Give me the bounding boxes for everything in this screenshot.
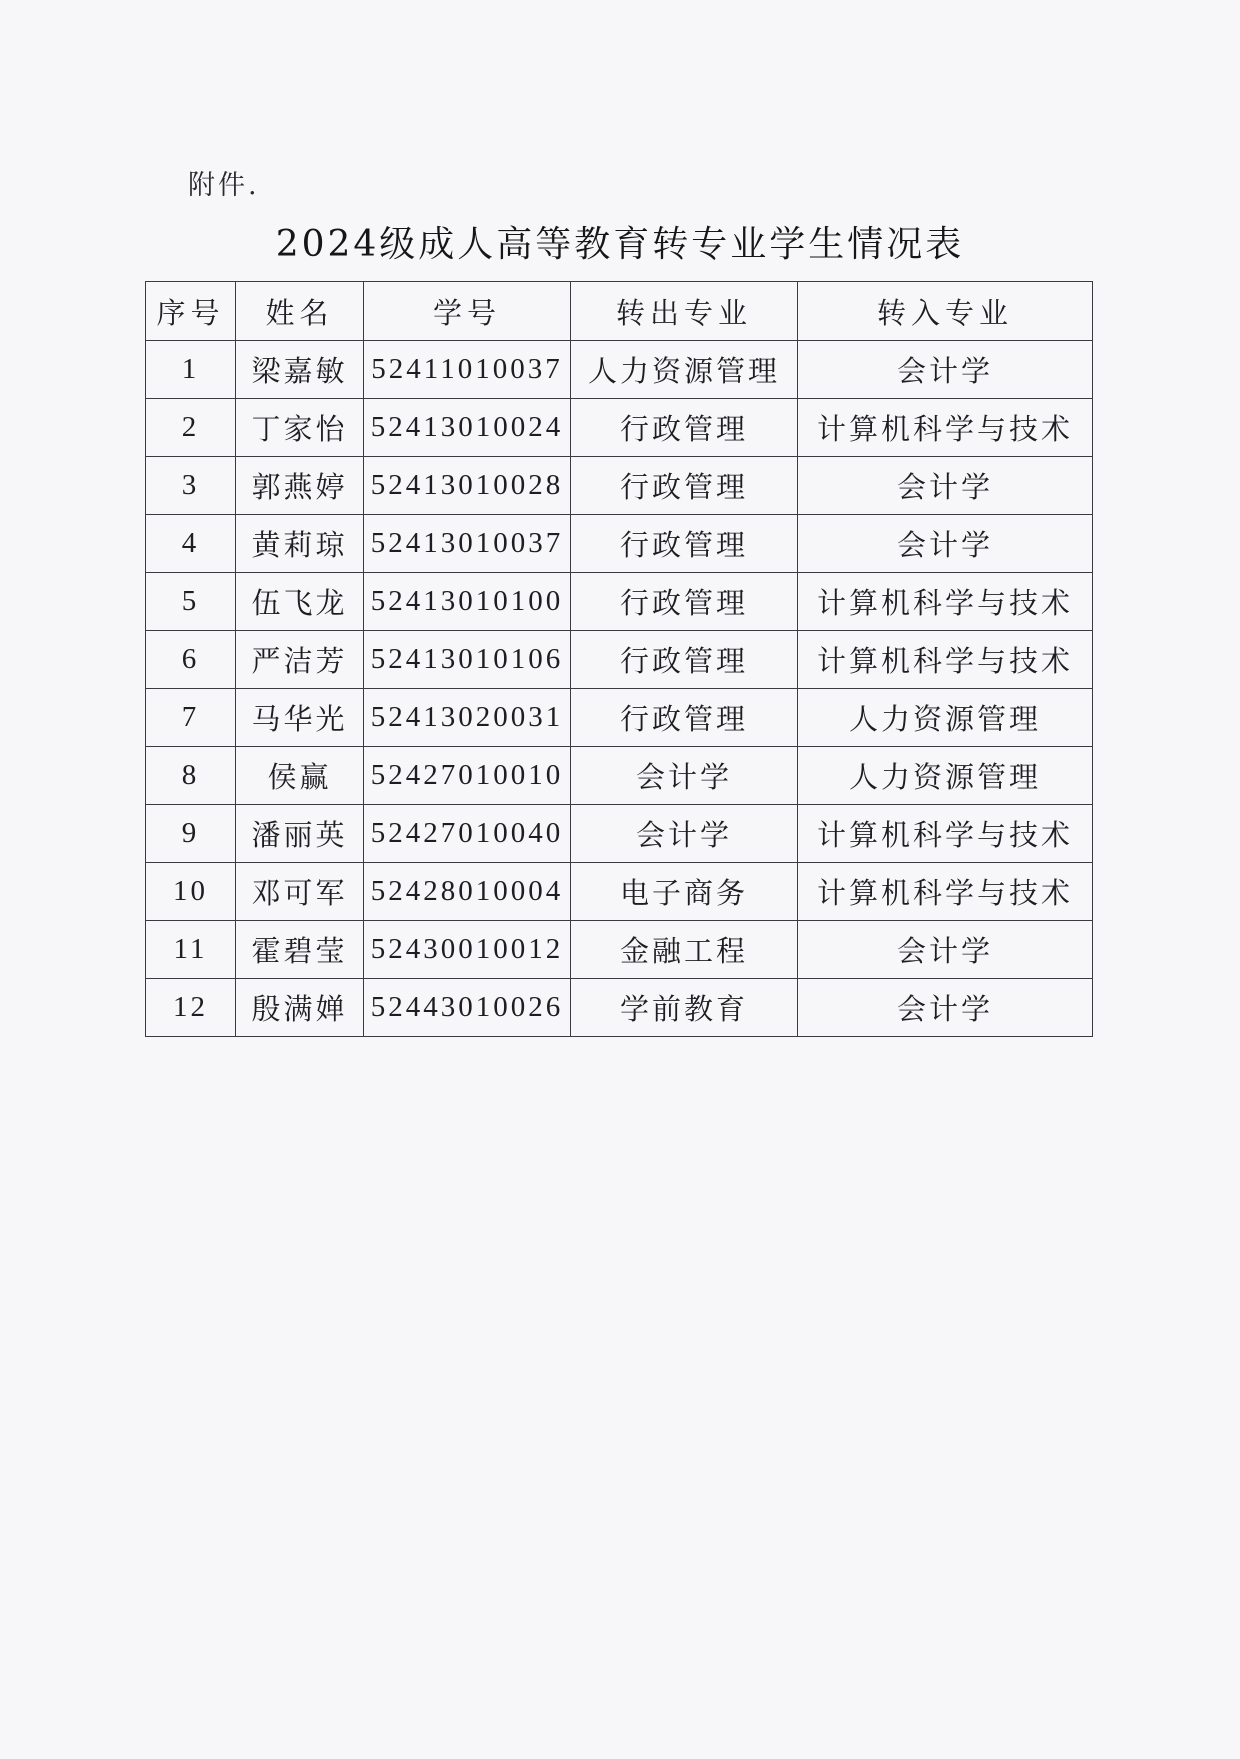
table-row <box>146 341 1093 399</box>
cell-student-id: 52413010028 <box>364 457 571 515</box>
cell-student-id: 52427010040 <box>364 805 571 863</box>
cell-major-from: 行政管理 <box>571 631 798 689</box>
attachment-label: 附件. <box>188 170 260 201</box>
header-serial-number: 序号 <box>146 282 236 341</box>
cell-major-from: 电子商务 <box>571 863 798 921</box>
cell-student-id: 52413010100 <box>364 573 571 631</box>
cell-name: 黄莉琼 <box>236 515 364 573</box>
cell-name: 马华光 <box>236 689 364 747</box>
cell-serial-number: 3 <box>146 457 236 515</box>
cell-name: 邓可军 <box>236 863 364 921</box>
header-student-id: 学号 <box>364 282 571 341</box>
cell-student-id: 52430010012 <box>364 921 571 979</box>
cell-serial-number: 12 <box>146 979 236 1037</box>
cell-serial-number: 10 <box>146 863 236 921</box>
student-transfer-table <box>145 281 1093 1037</box>
cell-major-to: 会计学 <box>798 515 1093 573</box>
cell-major-to: 计算机科学与技术 <box>798 863 1093 921</box>
cell-major-from: 行政管理 <box>571 399 798 457</box>
cell-major-from: 学前教育 <box>571 979 798 1037</box>
table-row <box>146 979 1093 1037</box>
cell-student-id: 52411010037 <box>364 341 571 399</box>
table-row <box>146 399 1093 457</box>
cell-major-to: 会计学 <box>798 979 1093 1037</box>
cell-major-to: 会计学 <box>798 921 1093 979</box>
cell-major-to: 会计学 <box>798 341 1093 399</box>
cell-name: 殷满婵 <box>236 979 364 1037</box>
table-row <box>146 689 1093 747</box>
cell-student-id: 52413010024 <box>364 399 571 457</box>
cell-serial-number: 11 <box>146 921 236 979</box>
cell-serial-number: 6 <box>146 631 236 689</box>
cell-major-from: 行政管理 <box>571 689 798 747</box>
cell-major-to: 人力资源管理 <box>798 689 1093 747</box>
cell-major-from: 会计学 <box>571 747 798 805</box>
cell-serial-number: 4 <box>146 515 236 573</box>
table-row <box>146 573 1093 631</box>
cell-major-to: 会计学 <box>798 457 1093 515</box>
cell-serial-number: 9 <box>146 805 236 863</box>
cell-name: 霍碧莹 <box>236 921 364 979</box>
cell-serial-number: 7 <box>146 689 236 747</box>
cell-major-to: 计算机科学与技术 <box>798 631 1093 689</box>
cell-student-id: 52413020031 <box>364 689 571 747</box>
cell-name: 丁家怡 <box>236 399 364 457</box>
cell-major-to: 计算机科学与技术 <box>798 805 1093 863</box>
cell-name: 梁嘉敏 <box>236 341 364 399</box>
cell-name: 郭燕婷 <box>236 457 364 515</box>
table-row <box>146 921 1093 979</box>
cell-name: 潘丽英 <box>236 805 364 863</box>
table-row <box>146 457 1093 515</box>
table-row <box>146 515 1093 573</box>
cell-major-from: 行政管理 <box>571 573 798 631</box>
cell-name: 严洁芳 <box>236 631 364 689</box>
table-row <box>146 805 1093 863</box>
cell-name: 伍飞龙 <box>236 573 364 631</box>
cell-major-from: 行政管理 <box>571 457 798 515</box>
header-major-to: 转入专业 <box>798 282 1093 341</box>
document-title <box>0 216 1240 267</box>
header-major-from: 转出专业 <box>571 282 798 341</box>
table-header <box>146 282 1093 341</box>
cell-major-from: 金融工程 <box>571 921 798 979</box>
cell-name: 侯赢 <box>236 747 364 805</box>
cell-major-to: 计算机科学与技术 <box>798 573 1093 631</box>
header-name: 姓名 <box>236 282 364 341</box>
cell-major-to: 计算机科学与技术 <box>798 399 1093 457</box>
cell-student-id: 52427010010 <box>364 747 571 805</box>
document-title-text: 2024级成人高等教育转专业学生情况表 <box>275 224 965 265</box>
table-row <box>146 631 1093 689</box>
cell-serial-number: 5 <box>146 573 236 631</box>
cell-serial-number: 1 <box>146 341 236 399</box>
table-body <box>146 341 1093 1037</box>
table-row <box>146 863 1093 921</box>
cell-major-from: 行政管理 <box>571 515 798 573</box>
cell-major-from: 人力资源管理 <box>571 341 798 399</box>
table-row <box>146 747 1093 805</box>
cell-student-id: 52443010026 <box>364 979 571 1037</box>
cell-major-to: 人力资源管理 <box>798 747 1093 805</box>
cell-serial-number: 8 <box>146 747 236 805</box>
cell-student-id: 52428010004 <box>364 863 571 921</box>
header-row <box>146 282 1093 341</box>
cell-student-id: 52413010106 <box>364 631 571 689</box>
cell-student-id: 52413010037 <box>364 515 571 573</box>
cell-serial-number: 2 <box>146 399 236 457</box>
cell-major-from: 会计学 <box>571 805 798 863</box>
